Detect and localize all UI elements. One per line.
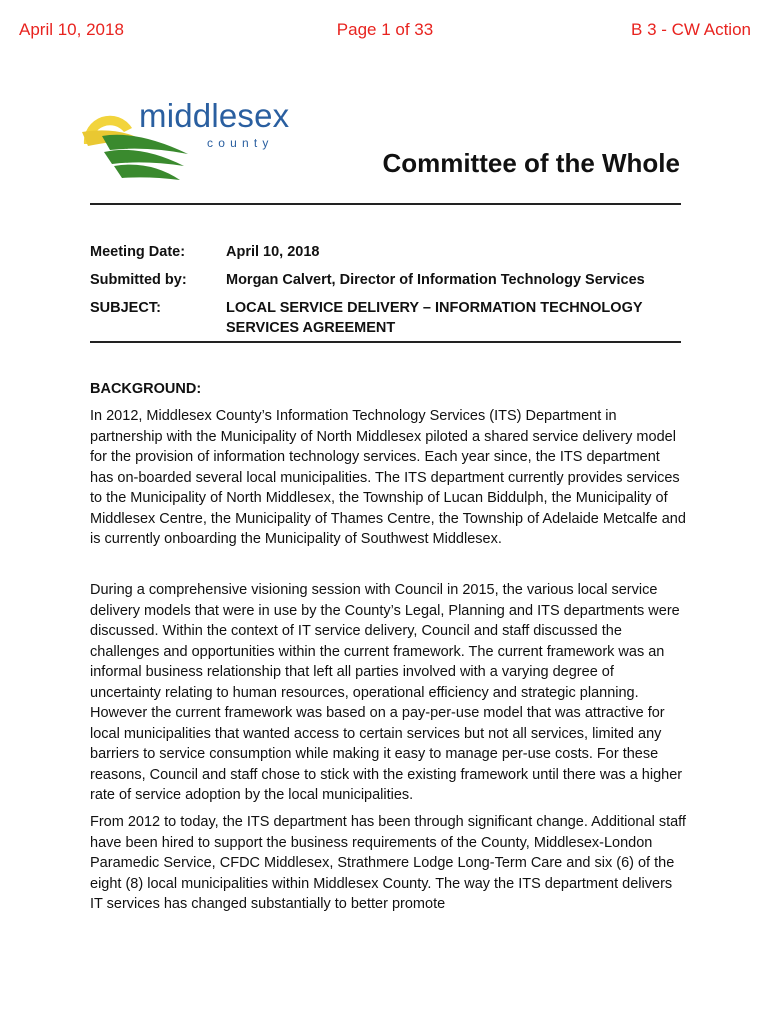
background-paragraph-1: In 2012, Middlesex County’s Information Technology Services (ITS) Department in partnership with the Municipality of North Middlesex piloted a shared service delivery model for the provision of information technology services. Each year since, the ITS department has on-boarded several local municipalities. The ITS department currently provides services to the Municipality of North Middlesex, the Township of Lucan Biddulph, the Municipality of Middlesex Centre, the Municipality of Thames Centre, the Township of Adelaide Metcalfe and is currently onboarding the Municipality of Southwest Middlesex.: [90, 408, 686, 547]
submitted-by-label: Submitted by:: [90, 272, 187, 288]
logo-subtitle: county: [207, 136, 274, 150]
meeting-date-label: Meeting Date:: [90, 244, 186, 260]
meeting-date-value: April 10, 2018: [226, 244, 320, 260]
title-divider: [90, 203, 681, 205]
logo-wordmark: middlesex: [139, 97, 290, 134]
meta-divider: [90, 341, 681, 343]
submitted-by-value: Morgan Calvert, Director of Information Technology Services: [226, 272, 645, 288]
middlesex-county-logo: [80, 97, 295, 184]
header-date: April 10, 2018: [19, 20, 124, 39]
background-heading: BACKGROUND:: [90, 381, 202, 397]
header-agenda-item: B 3 - CW Action: [631, 20, 751, 39]
subject-value: LOCAL SERVICE DELIVERY – INFORMATION TECHNOLOGY SERVICES AGREEMENT: [226, 300, 643, 336]
background-paragraph-2: During a comprehensive visioning session with Council in 2015, the various local service delivery models that were in use by the County’s Legal, Planning and ITS departments were discussed. Within the context of IT service delivery, Council and staff discussed the challenges and opportunities within the current framework. The current framework was an informal business relationship that left all parties involved with a varying degree of uncertainty relating to human resources, operational efficiency and strategic planning. However the current framework was based on a pay-per-use model that was attractive for local municipalities that wanted access to certain services but not all services, limited any barriers to service consumption while making it easy to manage per-use costs. For these reasons, Council and staff chose to stick with the existing framework until there was a higher rate of service adoption by the local municipalities.: [90, 582, 683, 803]
subject-label: SUBJECT:: [90, 300, 161, 316]
page-title: Committee of the Whole: [382, 148, 680, 178]
background-paragraph-3: From 2012 to today, the ITS department has been through significant change. Additional staff have been hired to support the business requirements of the County, Middlesex-London Paramedic Service, CFDC Middlesex, Strathmere Lodge Long-Term Care and six (6) of the eight (8) local municipalities within Middlesex County. The way the ITS department delivers IT services has changed substantially to better promote: [90, 814, 686, 912]
header-page-number: Page 1 of 33: [336, 20, 434, 39]
